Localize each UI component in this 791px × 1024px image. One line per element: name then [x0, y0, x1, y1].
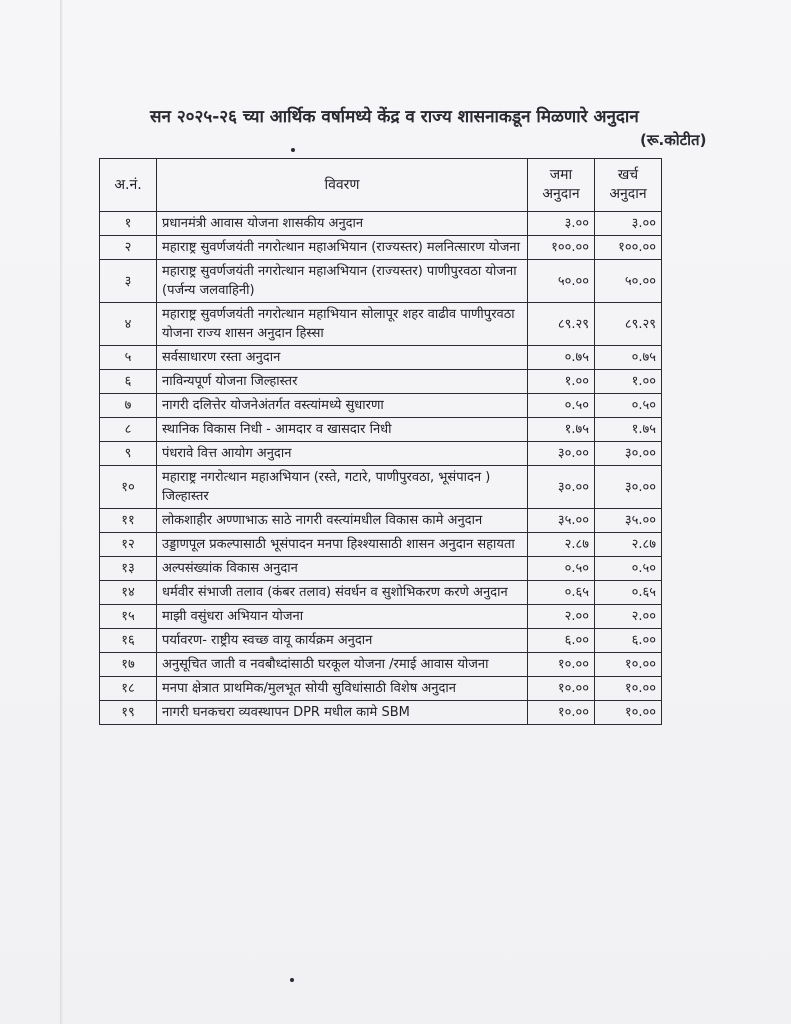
header-serial-number: अ.नं. — [100, 159, 157, 212]
row-receipt-amount: ८९.२९ — [528, 303, 595, 346]
row-expense-amount: १०.०० — [595, 653, 662, 677]
row-expense-amount: ६.०० — [595, 629, 662, 653]
row-description: महाराष्ट्र सुवर्णजयंती नगरोत्थान महाअभियान (राज्यस्तर) पाणीपुरवठा योजना (पर्जन्य जलवाहिनी) — [157, 260, 528, 303]
row-description: माझी वसुंधरा अभियान योजना — [157, 605, 528, 629]
row-expense-amount: ३५.०० — [595, 509, 662, 533]
row-expense-amount: ५०.०० — [595, 260, 662, 303]
table-row — [100, 212, 662, 236]
header-expense-line2: अनुदान — [609, 186, 647, 202]
row-receipt-amount: ०.७५ — [528, 346, 595, 370]
speck — [291, 148, 295, 152]
row-description: पंधरावे वित्त आयोग अनुदान — [157, 442, 528, 466]
row-serial-number: ८ — [100, 418, 157, 442]
table-row — [100, 677, 662, 701]
row-receipt-amount: २.०० — [528, 605, 595, 629]
row-serial-number: १७ — [100, 653, 157, 677]
row-expense-amount: ०.५० — [595, 557, 662, 581]
row-expense-amount: ०.५० — [595, 394, 662, 418]
row-serial-number: १९ — [100, 701, 157, 725]
row-expense-amount: ८९.२९ — [595, 303, 662, 346]
table-row — [100, 581, 662, 605]
table-row — [100, 557, 662, 581]
row-expense-amount: १०.०० — [595, 677, 662, 701]
row-receipt-amount: १०.०० — [528, 653, 595, 677]
table-row — [100, 442, 662, 466]
row-serial-number: १२ — [100, 533, 157, 557]
row-receipt-amount: १.०० — [528, 370, 595, 394]
row-serial-number: १० — [100, 466, 157, 509]
row-serial-number: ४ — [100, 303, 157, 346]
grants-table — [99, 158, 662, 725]
row-description: नागरी घनकचरा व्यवस्थापन DPR मधील कामे SBM — [157, 701, 528, 725]
table-row — [100, 418, 662, 442]
table-row — [100, 605, 662, 629]
row-receipt-amount: ३०.०० — [528, 466, 595, 509]
row-receipt-amount: २.८७ — [528, 533, 595, 557]
row-receipt-amount: ०.५० — [528, 557, 595, 581]
row-expense-amount: ०.६५ — [595, 581, 662, 605]
row-expense-amount: १००.०० — [595, 236, 662, 260]
page-title: सन २०२५-२६ च्या आर्थिक वर्षामध्ये केंद्र व राज्य शासनाकडून मिळणारे अनुदान — [150, 107, 639, 127]
table-row — [100, 629, 662, 653]
row-receipt-amount: ५०.०० — [528, 260, 595, 303]
row-serial-number: १४ — [100, 581, 157, 605]
row-expense-amount: ०.७५ — [595, 346, 662, 370]
row-description: लोकशाहीर अण्णाभाऊ साठे नागरी वस्त्यांमधील विकास कामे अनुदान — [157, 509, 528, 533]
table-row — [100, 303, 662, 346]
row-receipt-amount: ३.०० — [528, 212, 595, 236]
table-row — [100, 394, 662, 418]
table-row — [100, 509, 662, 533]
row-expense-amount: ३०.०० — [595, 466, 662, 509]
header-receipt-line2: अनुदान — [542, 186, 580, 202]
row-serial-number: ६ — [100, 370, 157, 394]
row-serial-number: १५ — [100, 605, 157, 629]
row-receipt-amount: १.७५ — [528, 418, 595, 442]
row-receipt-amount: ६.०० — [528, 629, 595, 653]
table-row — [100, 260, 662, 303]
row-description: नाविन्यपूर्ण योजना जिल्हास्तर — [157, 370, 528, 394]
row-description: प्रधानमंत्री आवास योजना शासकीय अनुदान — [157, 212, 528, 236]
row-description: महाराष्ट्र नगरोत्थान महाअभियान (रस्ते, गटारे, पाणीपुरवठा, भूसंपादन ) जिल्हास्तर — [157, 466, 528, 509]
row-description: मनपा क्षेत्रात प्राथमिक/मुलभूत सोयी सुविधांसाठी विशेष अनुदान — [157, 677, 528, 701]
row-description: सर्वसाधारण रस्ता अनुदान — [157, 346, 528, 370]
table-row — [100, 346, 662, 370]
row-receipt-amount: ०.६५ — [528, 581, 595, 605]
row-expense-amount: १०.०० — [595, 701, 662, 725]
row-description: अनुसूचित जाती व नवबौध्दांसाठी घरकूल योजना /रमाई आवास योजना — [157, 653, 528, 677]
row-expense-amount: २.८७ — [595, 533, 662, 557]
table-row — [100, 236, 662, 260]
table-row — [100, 701, 662, 725]
row-serial-number: ५ — [100, 346, 157, 370]
row-serial-number: ३ — [100, 260, 157, 303]
row-expense-amount: २.०० — [595, 605, 662, 629]
row-description: उड्डाणपूल प्रकल्पासाठी भूसंपादन मनपा हिश्श्यासाठी शासन अनुदान सहायता — [157, 533, 528, 557]
row-serial-number: १ — [100, 212, 157, 236]
row-expense-amount: १.७५ — [595, 418, 662, 442]
header-expense-line1: खर्च — [617, 167, 639, 183]
row-serial-number: १३ — [100, 557, 157, 581]
unit-label: (रू.कोटीत) — [640, 131, 707, 149]
header-description: विवरण — [157, 159, 528, 212]
table-header-row — [100, 159, 662, 212]
row-serial-number: २ — [100, 236, 157, 260]
row-description: नागरी दलित्तेर योजनेअंतर्गत वस्त्यांमध्ये सुधारणा — [157, 394, 528, 418]
row-serial-number: १६ — [100, 629, 157, 653]
row-receipt-amount: १०.०० — [528, 701, 595, 725]
header-receipt-grant — [528, 159, 595, 212]
row-description: महाराष्ट्र सुवर्णजयंती नगरोत्थान महाभियान सोलापूर शहर वाढीव पाणीपुरवठा योजना राज्य शासन अनुदान हिस्सा — [157, 303, 528, 346]
row-receipt-amount: ०.५० — [528, 394, 595, 418]
row-serial-number: ७ — [100, 394, 157, 418]
row-serial-number: १८ — [100, 677, 157, 701]
row-expense-amount: ३.०० — [595, 212, 662, 236]
row-serial-number: ९ — [100, 442, 157, 466]
scan-edge-shadow — [60, 0, 63, 1024]
row-description: महाराष्ट्र सुवर्णजयंती नगरोत्थान महाअभियान (राज्यस्तर) मलनित्सारण योजना — [157, 236, 528, 260]
header-receipt-line1: जमा — [549, 167, 573, 183]
row-description: धर्मवीर संभाजी तलाव (कंबर तलाव) संवर्धन व सुशोभिकरण करणे अनुदान — [157, 581, 528, 605]
table-row — [100, 533, 662, 557]
row-receipt-amount: १०.०० — [528, 677, 595, 701]
table-row — [100, 370, 662, 394]
row-receipt-amount: ३०.०० — [528, 442, 595, 466]
header-expense-grant — [595, 159, 662, 212]
table-row — [100, 653, 662, 677]
row-description: अल्पसंख्यांक विकास अनुदान — [157, 557, 528, 581]
row-receipt-amount: ३५.०० — [528, 509, 595, 533]
row-expense-amount: ३०.०० — [595, 442, 662, 466]
row-description: स्थानिक विकास निधी - आमदार व खासदार निधी — [157, 418, 528, 442]
row-receipt-amount: १००.०० — [528, 236, 595, 260]
table-row — [100, 466, 662, 509]
row-description: पर्यावरण- राष्ट्रीय स्वच्छ वायू कार्यक्रम अनुदान — [157, 629, 528, 653]
speck — [290, 978, 294, 982]
table-body — [100, 212, 662, 725]
row-serial-number: ११ — [100, 509, 157, 533]
row-expense-amount: १.०० — [595, 370, 662, 394]
